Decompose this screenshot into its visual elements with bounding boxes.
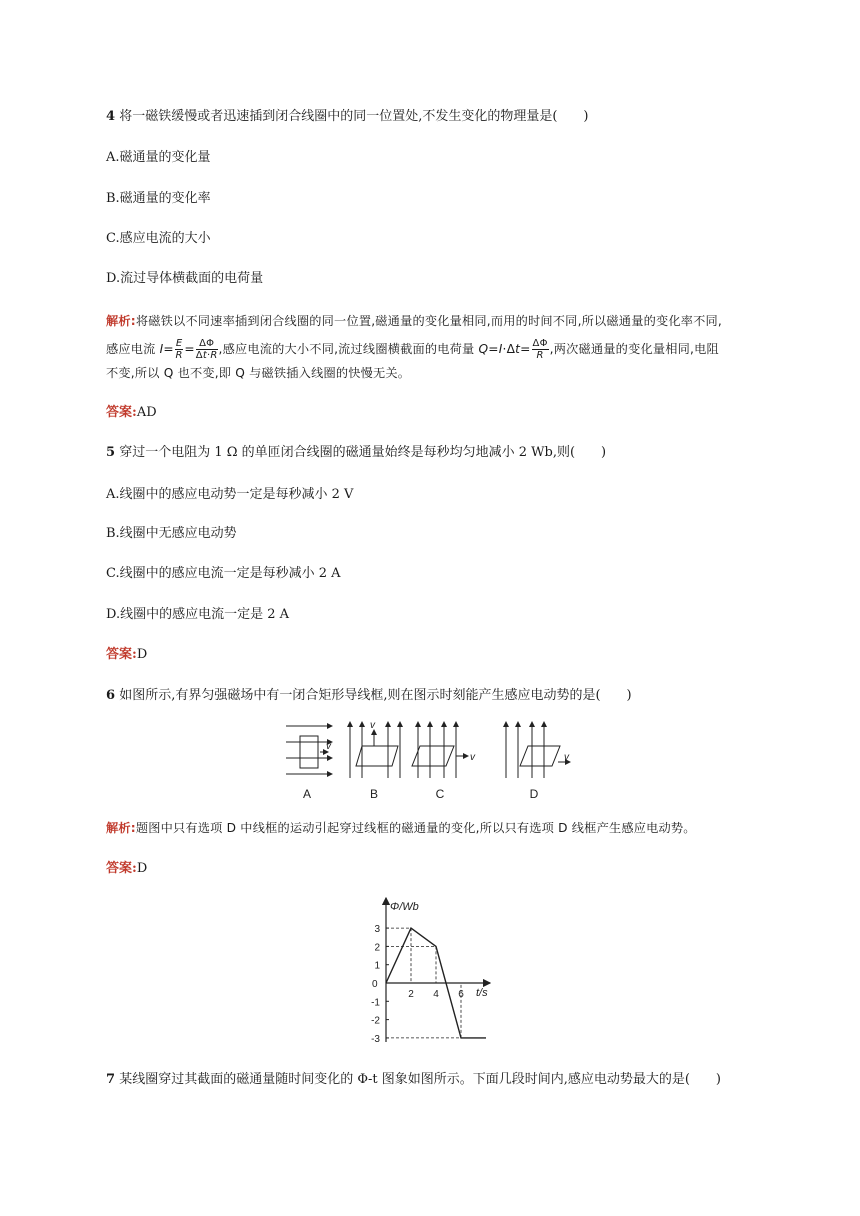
origin-label: 0 [372, 979, 378, 990]
y-axis-label: Φ/Wb [390, 901, 419, 913]
q4-analysis-label: 解析: [106, 314, 136, 328]
q4-number: 4 [106, 109, 116, 124]
fraction-dphi-over-r: $\frac{\Delta\Phi}{R}$ [532, 338, 548, 361]
q4-answer-label: 答案: [106, 405, 137, 420]
q5-answer: 答案:D [106, 647, 148, 662]
q5-option-c: C.线圈中的感应电流一定是每秒减小 2 A [106, 566, 341, 581]
svg-text:v: v [564, 752, 569, 763]
y-tick-label: -1 [371, 997, 380, 1009]
q6-analysis: 解析:题图中只有选项 D 中线框的运动引起穿过线框的磁通量的变化,所以只有选项 D 线框产生感应电动势。 [106, 821, 696, 835]
y-tick-label: 2 [374, 942, 380, 954]
x-tick-label: 4 [433, 989, 439, 1000]
q6-number: 6 [106, 688, 116, 703]
fraction-dphi-over-dt-r: $\frac{\Delta\Phi}{\Delta t\cdot R}$ [195, 338, 218, 361]
q4-analysis-line2: 感应电流 I= $\frac{E}{R}$ = $\frac{\Delta\Phi}{\Delta t\cdot R}$ ,感应电流的大小不同,流过线圈横截面的电荷量 Q=I·Δt= $\frac{\Delta\Phi}{R}$ ,两次磁通量的变化量相同,电阻 [106, 338, 719, 361]
svg-text:v: v [470, 752, 475, 763]
figure-label-b: B [369, 787, 379, 801]
q5-option-b: B.线圈中无感应电动势 [106, 526, 237, 541]
figure-d [506, 722, 570, 778]
q6-analysis-label: 解析: [106, 821, 136, 835]
fraction-e-over-r: $\frac{E}{R}$ [175, 338, 183, 361]
q6-answer: 答案:D [106, 861, 148, 876]
y-tick-label: 3 [374, 924, 380, 936]
x-axis-label: t/s [476, 987, 488, 999]
q5-option-a: A.线圈中的感应电动势一定是每秒减小 2 V [106, 487, 354, 502]
q5-stem: 5 穿过一个电阻为 1 Ω 的单匝闭合线圈的磁通量始终是每秒均匀地减小 2 Wb,则( ) [106, 445, 607, 460]
q4-option-c: C.感应电流的大小 [106, 231, 211, 246]
y-tick-label: -3 [371, 1033, 380, 1045]
figure-c [412, 722, 468, 778]
phi-t-graph [358, 892, 508, 1052]
x-tick-label: 2 [408, 989, 414, 1000]
q5-number: 5 [106, 445, 116, 460]
q6-answer-label: 答案: [106, 861, 137, 876]
figure-label-d: D [529, 787, 539, 801]
figure-label-c: C [435, 787, 445, 801]
y-tick-label: 1 [374, 960, 380, 972]
q7-stem: 7 某线圈穿过其截面的磁通量随时间变化的 Φ-t 图象如图所示。下面几段时间内,感应电动势最大的是( ) [106, 1072, 722, 1087]
figure-b [350, 722, 400, 778]
y-tick-label: -2 [371, 1015, 380, 1027]
svg-text:v: v [326, 741, 331, 752]
q4-analysis-line3: 不变,所以 Q 也不变,即 Q 与磁铁插入线圈的快慢无关。 [106, 366, 411, 380]
svg-text:v: v [370, 720, 375, 731]
q4-answer: 答案:AD [106, 405, 157, 420]
figure-label-a: A [302, 787, 312, 801]
q4-analysis-line1: 解析:将磁铁以不同速率插到闭合线圈的同一位置,磁通量的变化量相同,而用的时间不同,所以磁通量的变化率不同, [106, 314, 722, 328]
q7-number: 7 [106, 1072, 116, 1087]
q5-option-d: D.线圈中的感应电流一定是 2 A [106, 607, 290, 622]
q6-stem: 6 如图所示,有界匀强磁场中有一闭合矩形导线框,则在图示时刻能产生感应电动势的是( ) [106, 688, 632, 703]
q4-stem: 4 将一磁铁缓慢或者迅速插到闭合线圈中的同一位置处,不发生变化的物理量是( ) [106, 109, 589, 124]
q4-option-d: D.流过导体横截面的电荷量 [106, 271, 264, 286]
q4-option-b: B.磁通量的变化率 [106, 191, 211, 206]
x-tick-label: 6 [458, 989, 464, 1000]
q5-answer-label: 答案: [106, 647, 137, 662]
q4-option-a: A.磁通量的变化量 [106, 150, 211, 165]
q6-figure [280, 716, 590, 802]
